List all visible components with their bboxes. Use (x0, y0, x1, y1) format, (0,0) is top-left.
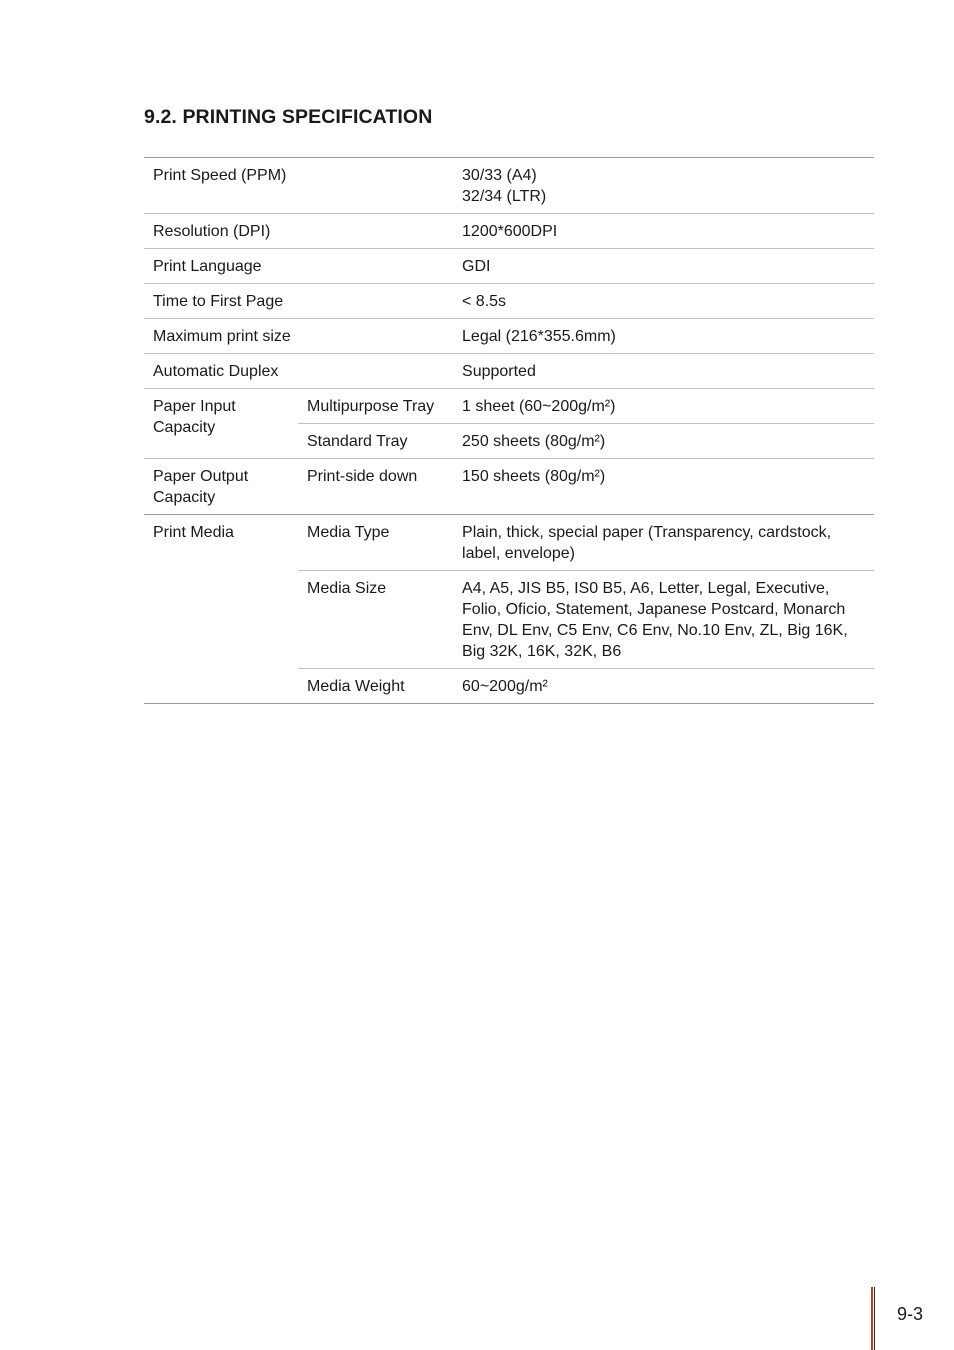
spec-value-print-side-down: 150 sheets (80g/m²) (453, 459, 874, 515)
table-row (144, 389, 874, 424)
spec-value-print-speed: 30/33 (A4) 32/34 (LTR) (462, 167, 547, 205)
spec-value-multipurpose-tray: 1 sheet (60~200g/m²) (453, 389, 874, 424)
page-margin-rule (874, 1287, 875, 1350)
spec-label-paper-input: Paper Input Capacity (144, 389, 298, 459)
spec-value-media-weight: 60~200g/m² (453, 669, 874, 704)
table-row (144, 249, 874, 284)
table-row (144, 515, 874, 571)
spec-label-print-speed: Print Speed (PPM) (153, 167, 287, 184)
spec-label-first-page: Time to First Page (144, 284, 453, 319)
spec-sublabel-standard-tray: Standard Tray (298, 424, 453, 459)
spec-label-print-language: Print Language (144, 249, 453, 284)
spec-value-max-size: Legal (216*355.6mm) (453, 319, 874, 354)
table-row (144, 158, 874, 214)
table-row (144, 284, 874, 319)
spec-value-print-language: GDI (453, 249, 874, 284)
spec-label-resolution: Resolution (DPI) (144, 214, 453, 249)
spec-sublabel-media-size: Media Size (298, 571, 453, 669)
spec-value-duplex: Supported (453, 354, 874, 389)
page-margin-accent-rule (871, 1287, 873, 1350)
table-row (144, 354, 874, 389)
page-number: 9-3 (897, 1304, 924, 1324)
spec-sublabel-media-type: Media Type (298, 515, 453, 571)
table-row (144, 214, 874, 249)
spec-value-media-type: Plain, thick, special paper (Transparency, cardstock, label, envelope) (453, 515, 874, 571)
section-title: 9.2. PRINTING SPECIFICATION (144, 106, 433, 128)
spec-sublabel-media-weight: Media Weight (298, 669, 453, 704)
table-row (144, 459, 874, 515)
spec-label-duplex: Automatic Duplex (144, 354, 453, 389)
spec-label-print-media: Print Media (144, 515, 298, 704)
spec-value-media-size: A4, A5, JIS B5, IS0 B5, A6, Letter, Legal, Executive, Folio, Oficio, Statement, Japanese Postcard, Monarch Env, DL Env, C5 Env, C6 Env, No.10 Env, ZL, Big 16K, Big 32K, 16K, 32K, B6 (453, 571, 874, 669)
printing-spec-table (144, 157, 874, 704)
spec-label-paper-output: Paper Output Capacity (144, 459, 298, 515)
spec-value-resolution: 1200*600DPI (453, 214, 874, 249)
spec-label-max-size: Maximum print size (144, 319, 453, 354)
spec-value-standard-tray: 250 sheets (80g/m²) (453, 424, 874, 459)
table-row (144, 319, 874, 354)
spec-value-first-page: < 8.5s (453, 284, 874, 319)
spec-sublabel-multipurpose-tray: Multipurpose Tray (298, 389, 453, 424)
spec-sublabel-print-side-down: Print-side down (298, 459, 453, 515)
